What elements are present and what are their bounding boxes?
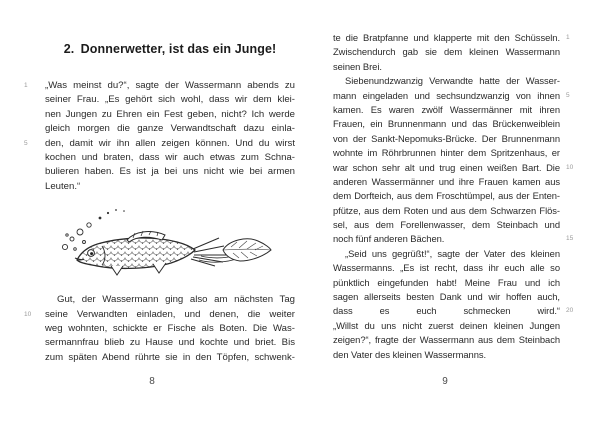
text-line: dass es euch schmecken wird.“ 20 [333,304,560,318]
page-8-text-upper [24,79,295,194]
text-line: „Willst du uns nicht zuerst deinen kleinen Jungen [333,319,560,331]
page-9 [333,31,574,362]
page-number-left: 8 [149,376,155,387]
text-line: kamen. Es waren zwölf Wassermänner mit ihren [333,103,560,115]
text-line: gleich morgen die ganze Verwandtschaft dazu einla- [45,123,295,135]
text-line: wohnte im Röhrbrunnen hinter dem Spritzenhaus, er [333,147,560,159]
text-line: „Was meinst du?“, sagte der Wassermann abends zu 1 [24,80,295,91]
page-8-text-lower [24,293,295,365]
text-line: bulieren haben. Es ist ja bei uns nicht wie bei armen [45,166,295,178]
text-line: mann eingeladen und sechsundzwanzig von ihnen 5 [333,89,560,103]
text-line: zum späten Abend rührte sie in den Töpfen, schwenk- [45,351,295,363]
line-number-marker: 10 [24,310,32,318]
text-line: noch fünf anderen Bächen. 15 [333,232,560,246]
text-line: „Seid uns gegrüßt!“, sagte der Vater des kleinen [345,247,560,259]
chapter-heading: 2. Donnerwetter, ist das ein Junge! [63,42,277,56]
line-number-marker: 15 [566,235,574,243]
text-line: seiner Frau. „Es gehört sich wohl, dass wir dem klei- [45,94,295,106]
line-number-marker: 5 [24,139,28,147]
text-line: seine Verwandten einladen, und denen, die weiter 10 [24,308,295,320]
text-line: weg wohnten, schickte er Fische als Boten. Die Was- [45,322,295,334]
text-line: nen Jungen zu Ehren ein Fest geben, nicht? Ich werde [45,108,295,120]
text-line: Siebenundzwanzig Verwandte hatte der Wasser- [345,75,560,87]
line-number-marker: 5 [566,91,570,99]
page-8 [24,42,295,365]
line-number-marker: 10 [566,163,574,171]
line-number-marker: 1 [24,82,28,89]
text-line: sel, aus dem Forellenwasser, dem Steinbach und [333,219,560,231]
text-line: den, damit wir ihn allen zeigen können. Und du wirst 5 [24,137,295,149]
text-line: Wassermanns. „Es ist recht, dass ihr euch alle so [333,262,560,274]
text-line: kochen und braten, dass wir auch etwas zum Schna- [45,151,295,163]
text-line: Gut, der Wassermann ging also am nächsten Tag [57,294,295,306]
line-number-marker: 20 [566,307,574,315]
text-line: sermannfrau blieb zu Hause und kochte und briet. Bis [45,337,295,349]
text-line: pfütze, aus dem Roten und aus dem Schwarzen Flös- [333,204,560,216]
text-line: Frauen, ein Brunnenmann und das Brückenweiblein [333,118,560,130]
text-line: anderen Wassermänner und ihre Frauen kamen aus [333,175,560,187]
page-9-text [333,31,574,362]
text-line: pünktlich eingefunden habt! Meine Frau und ich [333,276,560,288]
text-line: Leuten.“ [45,180,81,192]
fish-drawing-icon [55,202,273,286]
text-line: den Vater des kleinen Wassermanns. [333,348,487,360]
line-number-marker: 1 [566,34,570,41]
text-line: zeigen?“, fragte der Wassermann aus dem Steinbach [333,334,560,346]
text-line: seinen Brei. [333,60,382,72]
text-line: sagen allerseits besten Dank und wir hoffen auch, [333,291,560,303]
page-number-right: 9 [442,376,448,387]
text-line: Zwischendurch gab sie dem kleinen Wassermann [333,46,560,58]
text-line: von der Sankt-Nepomuks-Brücke. Der Brunnenmann [333,132,560,144]
text-line: war schon sehr alt und trug einen weißen Bart. Die 10 [333,161,560,175]
fish-illustration [45,194,295,293]
text-line: dem Dorfteich, aus dem Froschtümpel, aus der Enten- [333,190,560,202]
text-line: te die Bratpfanne und klapperte mit den Schüsseln. 1 [333,31,560,45]
